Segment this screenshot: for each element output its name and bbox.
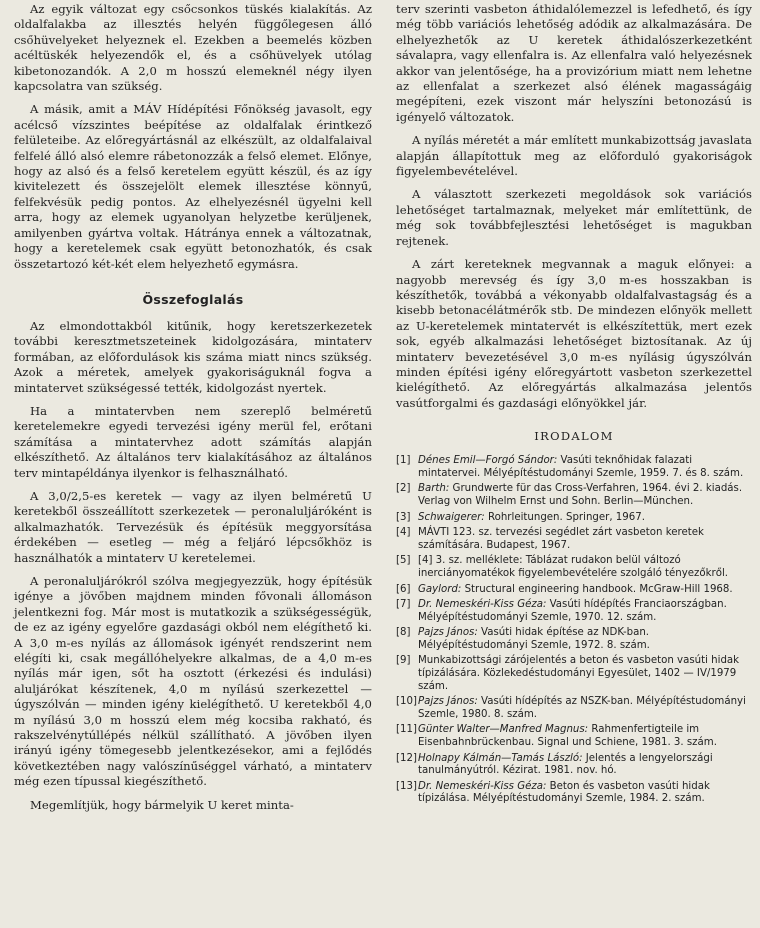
reference-item	[396, 724, 752, 749]
reference-text	[418, 527, 752, 552]
reference-number: [9]	[396, 655, 411, 667]
reference-number: [12]	[396, 752, 417, 764]
reference-item	[396, 599, 752, 624]
reference-title: Munkabizottsági zárójelentés a beton és vasbeton vasúti hidak típizálására. Közlekedéstudományi Egyesület, 1402 — IV/1979 szám.	[418, 655, 740, 692]
reference-number: [7]	[396, 599, 411, 611]
reference-text	[418, 584, 752, 597]
body-paragraph: Ha a mintatervben nem szereplő belméretű keretelemekre egyedi tervezési igény merül fel, erőtani számítása a mintatervhez adott számítás alapján elkészíthető. Az általános terv kialakításához az általános terv mintapéldánya ilyenkor is felhasználható.	[14, 403, 372, 480]
body-paragraph: Az elmondottakból kitűnik, hogy keretszerkezetek további keresztmetszeteinek kidolgozására, mintaterv formában, az előfordulások kis száma miatt nincs szükség. Azok a méretek, amelyek gyakoriságuknál fogva a mintatervet szükségessé tették, kidolgozást nyertek.	[14, 318, 372, 395]
reference-text	[418, 627, 752, 652]
reference-number: [10]	[396, 696, 417, 708]
reference-title: Rahmenfertigteile im Eisenbahnbrückenbau. Signal und Schiene, 1981. 3. szám.	[418, 724, 717, 749]
section-heading: Összefoglalás	[142, 291, 244, 307]
reference-title: Vasúti hídépítés az NSZK-ban. Mélyépítéstudományi Szemle, 1980. 8. szám.	[418, 696, 746, 720]
reference-item	[396, 627, 752, 652]
reference-author: Günter Walter—Manfred Magnus:	[418, 724, 589, 736]
reference-text	[418, 599, 752, 624]
reference-item	[396, 555, 752, 580]
reference-number: [13]	[396, 780, 417, 792]
body-paragraph: terv szerinti vasbeton áthidalólemezzel is lefedhető, és így még több variációs lehetőség adódik az alkalmazására. De elhelyezhetők az U keretek áthidalószerkezetként sávalapra, vagy ellenfalra is. Az ellenfalra való helyezésnek akkor van jelentősége, ha a provizórium miatt nem lehetne az ellenfalat a szerkezet alsó élének magasságáig megépíteni, ezek viszont már helyszíni betonozású is igényelő változatok.	[396, 2, 752, 124]
reference-number: [4]	[396, 527, 411, 539]
body-paragraph: A másik, amit a MÁV Hídépítési Főnökség javasolt, egy acélcső vízszintes beépítése az oldalfalak érintkező felületeibe. Az előregyártásnál az elkészült, az oldalfalaival felfelé álló alsó elemre rábetonozzák a felső elemet. Előnye, hogy az alsó és a felső keretelem együtt készül, és az így kivitelezett és összejelölt elemek illesztése könnyű, felfekvésük pedig pontos. Az elhelyezésnél ügyelni kell arra, hogy az elemek ugyanolyan helyzetbe kerüljenek, amilyenben gyártva voltak. Hátránya ennek a változatnak, hogy a keretelemek csak együtt betonozhatók, és csak összetartozó két-két elem helyezhető egymásra.	[14, 102, 372, 271]
reference-item	[396, 527, 752, 552]
reference-author: Dr. Nemeskéri-Kiss Géza:	[418, 599, 547, 611]
reference-title: Structural engineering handbook. McGraw-Hill 1968.	[461, 583, 733, 595]
reference-text	[418, 512, 752, 525]
body-paragraph: A nyílás méretét a már említett munkabizottság javaslata alapján állapítottuk meg az előforduló gyakoriságok figyelembevételével.	[396, 133, 752, 179]
reference-title: [4] 3. sz. melléklete: Táblázat rudakon belül változó inerciányomatékok figyelembevételére szolgáló tényezőkről.	[418, 555, 729, 579]
reference-item	[396, 696, 752, 721]
body-paragraph: A peronaluljárókról szólva megjegyezzük, hogy építésük igénye a jövőben majdnem minden fővonali állomáson jelentkezni fog. Már most is mutatkozik a szükségességük, de ez az igény egyelőre gazdasági okból nem elégíthető ki. A 3,0 m-es nyílás az állomások igényét rendszerint nem elégíti ki, csak megállóhelyekre alkalmas, de a 4,0 m-es nyílás már igen, sőt ha osztott (érkezési és indulási) aluljárókat készítenek, 4,0 m nyílású szerkezettel — úgyszólván — minden igény kielégíthető. U keretekből 4,0 m nyílású 3,0 m hosszú elem még kocsiba rakható, és rakszelvénytúllépés nélkül szállítható. A jövőben ilyen irányú igény tömegesebb jelentkezésekor, ami a fejlődés következtében nagy valószínűséggel várható, a mintaterv még ezen típussal kiegészíthető.	[14, 574, 372, 789]
body-paragraph: A választott szerkezeti megoldások sok variációs lehetőséget tartalmaznak, melyeket már említettünk, de még sok továbbfejlesztési lehetőséget is magukban rejtenek.	[396, 187, 752, 248]
reference-author: Holnapy Kálmán—Tamás László:	[418, 752, 583, 764]
reference-title: Rohrleitungen. Springer, 1967.	[484, 511, 645, 523]
reference-number: [2]	[396, 483, 411, 495]
reference-number: [3]	[396, 511, 411, 523]
body-paragraph: A zárt kereteknek megvannak a maguk előnyei: a nagyobb merevség és így 3,0 m-es hosszakban is készíthetők, továbbá a vékonyabb oldalfalvastagság és a kisebb betonacélátmérők stb. De mindezen előnyök mellett az U-keretelemek mintatervét is elkészítettük, mert ezek sok, egyéb alkalmazási lehetőséget biztosítanak. Az új mintaterv bevezetésével 3,0 m-es nyílásig úgyszólván minden építési igény előregyártott vasbeton szerkezettel kielégíthető. Az előregyártás alkalmazása jelentős vasútforgalmi és gazdasági előnyökkel jár.	[396, 257, 752, 410]
reference-title: Vasúti hídépítés Franciaországban. Mélyépítéstudományi Szemle, 1970. 12. szám.	[418, 599, 727, 623]
reference-author: Dénes Emil—Forgó Sándor:	[418, 455, 558, 467]
reference-item	[396, 455, 752, 480]
reference-title: Beton és vasbeton vasúti hidak típizálása. Mélyépítéstudományi Szemle, 1984. 2. szám.	[418, 780, 710, 805]
reference-item	[396, 655, 752, 693]
reference-item	[396, 483, 752, 508]
reference-text	[418, 781, 752, 806]
reference-number: [8]	[396, 627, 411, 639]
reference-text	[418, 724, 752, 749]
reference-text	[418, 655, 752, 693]
reference-title: Jelentés a lengyelországi tanulmányútról. Kézirat. 1981. nov. hó.	[418, 752, 713, 777]
reference-title: Vasúti hidak építése az NDK-ban. Mélyépítéstudományi Szemle, 1972. 8. szám.	[418, 627, 650, 651]
reference-text	[418, 455, 752, 480]
reference-item	[396, 753, 752, 778]
reference-author: Barth:	[418, 483, 450, 495]
reference-title: MÁVTI 123. sz. tervezési segédlet zárt vasbeton keretek számítására. Budapest, 1967.	[418, 527, 704, 551]
body-paragraph: Megemlítjük, hogy bármelyik U keret minta-	[30, 797, 294, 812]
reference-author: Gaylord:	[418, 583, 462, 595]
reference-number: [5]	[396, 555, 411, 567]
reference-author: Dr. Nemeskéri-Kiss Géza:	[418, 780, 547, 792]
reference-number: [11]	[396, 724, 417, 736]
reference-author: Pajzs János:	[418, 627, 478, 639]
reference-text	[418, 753, 752, 778]
reference-number: [1]	[396, 455, 411, 467]
left-column	[14, 2, 372, 821]
reference-item	[396, 584, 752, 597]
reference-text	[418, 483, 752, 508]
reference-title: Grundwerte für das Cross-Verfahren, 1964. évi 2. kiadás. Verlag von Wilhelm Ernst und Sohn. Berlin—München.	[418, 483, 743, 507]
reference-text	[418, 696, 752, 721]
body-paragraph: Az egyik változat egy csőcsonkos tüskés kialakítás. Az oldalfalakba az illesztés helyén függőlegesen álló csőhüvelyeket helyeznek el. Ezekben a beemelés közben acéltüskék helyezendők el, és a csőhüvelyek utólag kibetonozandók. A 2,0 m hosszú elemeknél négy ilyen kapcsolatra van szükség.	[14, 2, 372, 94]
reference-author: Pajzs János:	[418, 696, 478, 708]
reference-item	[396, 781, 752, 806]
right-column	[396, 2, 752, 809]
body-paragraph: A 3,0/2,5-es keretek — vagy az ilyen belméretű U keretekből összeállított szerkezetek — peronaluljáróként is alkalmazhatók. Tervezésük és építésük meggyorsítása érdekében — esetleg — még a feljáró lépcsőkhöz is használhatók a mintaterv U keretelemei.	[14, 488, 372, 565]
reference-author: Schwaigerer:	[418, 511, 485, 523]
reference-title: Vasúti teknőhidak falazati mintatervei. Mélyépítéstudományi Szemle, 1959. 7. és 8. szám.	[418, 455, 744, 479]
reference-item	[396, 512, 752, 525]
reference-text	[418, 555, 752, 580]
reference-number: [6]	[396, 583, 411, 595]
references-list	[396, 455, 752, 806]
references-heading: IRODALOM	[534, 429, 614, 444]
